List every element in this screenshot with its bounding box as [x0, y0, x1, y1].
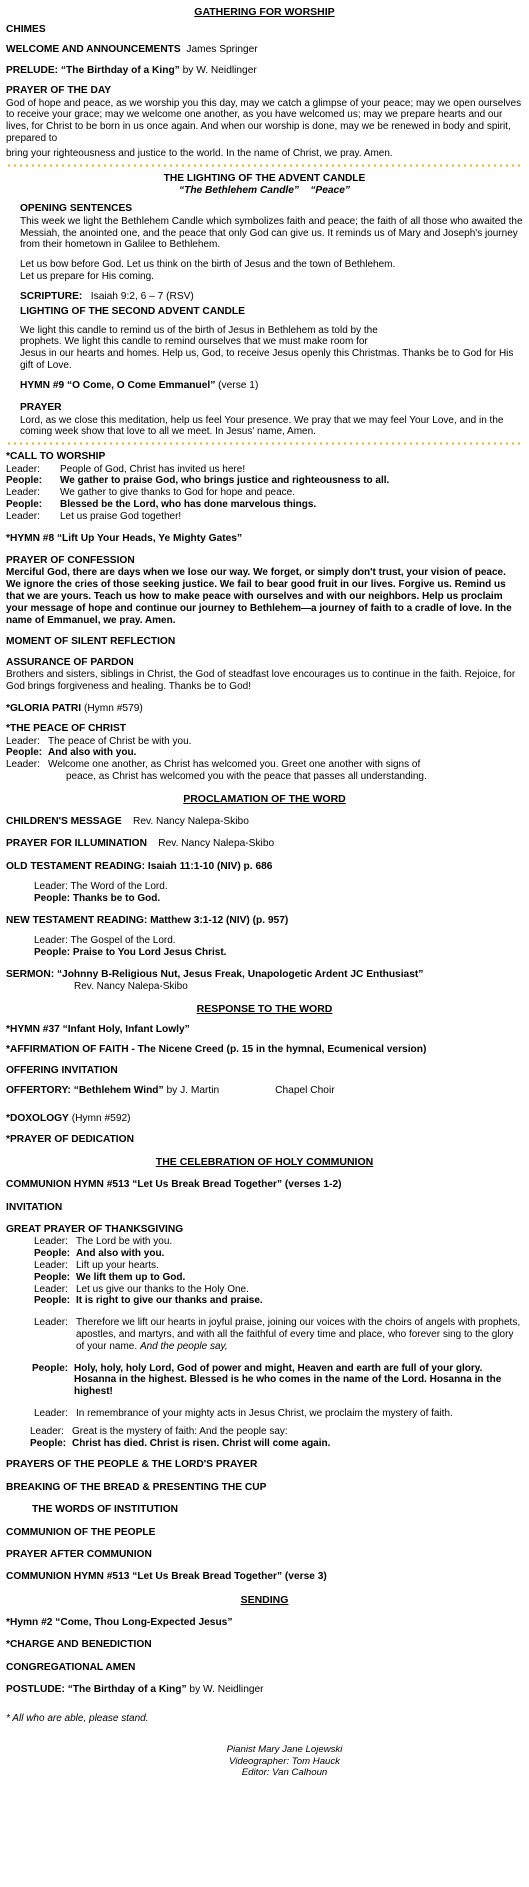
thanks-leader-1 [34, 1236, 523, 1248]
lighting-title: LIGHTING OF THE SECOND ADVENT CANDLE [20, 306, 245, 318]
call-leader-2 [6, 487, 523, 499]
offertory-label: OFFERTORY: “Bethlehem Wind” [6, 1085, 164, 1097]
thanks-people-5 [30, 1438, 523, 1450]
response-text: And also with you. [48, 747, 137, 759]
doxology-line [6, 1113, 523, 1125]
section-title-response: RESPONSE TO THE WORD [196, 1002, 333, 1015]
lighting-line-3: Jesus in our hearts and homes. Help us, God, to receive Jesus openly this Christmas. Thanks be to God for His gift of Love. [20, 348, 514, 372]
thanks-people-1 [34, 1248, 523, 1260]
gloria-hymn: (Hymn #579) [83, 702, 143, 714]
speaker-label: Leader: [34, 1283, 68, 1295]
prelude-composer: by W. Neidlinger [182, 64, 257, 76]
response-text: And also with you. [76, 1248, 165, 1260]
illumination-person: Rev. Nancy Nalepa-Skibo [158, 838, 275, 850]
children-line [6, 816, 523, 828]
prayer-after-communion: PRAYER AFTER COMMUNION [6, 1549, 152, 1561]
divider-dots [6, 164, 523, 167]
nt-leader: Leader: The Gospel of the Lord. [34, 935, 176, 947]
response-text: Holy, holy, holy Lord, God of power and might, Heaven and earth are full of your glory. Hosanna in the highest. Blessed is he who comes in the name of the Lord. Hosanna in the highest! [74, 1362, 502, 1398]
advent-hymn-verse: (verse 1) [218, 379, 259, 391]
divider-dots-2 [6, 442, 523, 445]
response-text: In remembrance of your mighty acts in Jesus Christ, we proclaim the mystery of faith. [76, 1408, 453, 1420]
bow-line-2: Let us prepare for His coming. [20, 271, 154, 283]
speaker-label: Leader: [6, 510, 40, 522]
prayers-of-people: PRAYERS OF THE PEOPLE & THE LORD'S PRAYER [6, 1459, 258, 1471]
advent-hymn: HYMN #9 “O Come, O Come Emmanuel” [20, 379, 216, 391]
credit-pianist: Pianist Mary Jane Lojewski [226, 1744, 343, 1756]
welcome-line [6, 44, 523, 56]
speaker-label: Leader: [6, 735, 40, 747]
peace-leader-1 [6, 736, 523, 748]
peace-leader-2 [6, 759, 523, 771]
response-text: Let us give our thanks to the Holy One. [76, 1283, 249, 1295]
advent-subtitle: “The Bethlehem Candle” “Peace” [179, 185, 350, 197]
bow-line-1: Let us bow before God. Let us think on the birth of Jesus and the town of Bethlehem. [20, 259, 396, 271]
ot-leader: Leader: The Word of the Lord. [34, 881, 168, 893]
children-label: CHILDREN'S MESSAGE [6, 815, 122, 827]
call-leader-1 [6, 464, 523, 476]
response-text: Christ has died. Christ is risen. Christ will come again. [72, 1437, 331, 1449]
thanks-leader-3 [34, 1284, 523, 1296]
welcome-label: WELCOME AND ANNOUNCEMENTS [6, 44, 181, 56]
response-text [76, 1317, 523, 1352]
gloria-label: *GLORIA PATRI [6, 702, 82, 714]
opening-title: OPENING SENTENCES [20, 203, 133, 215]
chimes: CHIMES [6, 24, 46, 35]
response-text: The peace of Christ be with you. [48, 735, 192, 747]
speaker-label: Leader: [6, 759, 40, 771]
confession-title: PRAYER OF CONFESSION [6, 555, 135, 567]
speaker-label: Leader: [34, 1260, 68, 1272]
speaker-label: Leader: [6, 463, 40, 475]
charge-benediction: *CHARGE AND BENEDICTION [6, 1639, 152, 1651]
thanksgiving-title: GREAT PRAYER OF THANKSGIVING [6, 1224, 184, 1236]
thanks-leader-2 [34, 1260, 523, 1272]
section-title-sending: SENDING [240, 1593, 289, 1606]
prayer-of-day-title: PRAYER OF THE DAY [6, 85, 112, 97]
communion-of-people: COMMUNION OF THE PEOPLE [6, 1526, 156, 1538]
prelude-line [6, 65, 523, 77]
affirmation: *AFFIRMATION OF FAITH - The Nicene Creed (p. 15 in the hymnal, Ecumenical version) [6, 1044, 427, 1056]
hymn-2: *Hymn #2 “Come, Thou Long-Expected Jesus” [6, 1616, 233, 1628]
advent-title: THE LIGHTING OF THE ADVENT CANDLE [163, 172, 366, 184]
ot-people: People: Thanks be to God. [34, 892, 161, 904]
prayer-of-day-end: bring your righteousness and justice to the world. In the name of Christ, we pray. Amen. [6, 147, 393, 159]
communion-hymn-513-verse3: COMMUNION HYMN #513 “Let Us Break Bread Together” (verse 3) [6, 1571, 327, 1583]
scripture-ref: Isaiah 9:2, 6 – 7 (RSV) [90, 290, 194, 302]
speaker-label: People: [34, 1248, 71, 1260]
speaker-label: Leader: [34, 1408, 68, 1420]
peace-leader-2-cont: peace, as Christ has welcomed you with the peace that passes all understanding. [66, 771, 427, 783]
pardon-title: ASSURANCE OF PARDON [6, 656, 134, 668]
section-title-communion: THE CELEBRATION OF HOLY COMMUNION [155, 1156, 374, 1169]
stand-note: * All who are able, please stand. [6, 1712, 149, 1724]
offertory-choir: Chapel Choir [275, 1085, 335, 1097]
credit-editor: Editor: Van Calhoun [241, 1767, 328, 1779]
section-title-gathering: GATHERING FOR WORSHIP [194, 6, 335, 18]
speaker-label: Leader: [6, 487, 40, 499]
sermon-person: Rev. Nancy Nalepa-Skibo [74, 981, 188, 993]
credit-videographer: Videographer: Tom Hauck [229, 1755, 340, 1767]
nt-reading: NEW TESTAMENT READING: Matthew 3:1-12 (NIV) (p. 957) [6, 914, 289, 926]
response-text: The Lord be with you. [76, 1236, 173, 1248]
offertory-by: by J. Martin [166, 1085, 220, 1097]
gloria-line [6, 703, 523, 715]
speaker-label: People: [6, 747, 43, 759]
lighting-line-1: We light this candle to remind us of the birth of Jesus in Bethlehem as told by the [20, 324, 378, 336]
speaker-label: People: [34, 1271, 71, 1283]
scripture-label: SCRIPTURE: [20, 290, 83, 302]
offering-invitation: OFFERING INVITATION [6, 1064, 118, 1076]
thanks-people-3 [34, 1295, 523, 1307]
response-text-italic: And the people say, [139, 1340, 228, 1352]
peace-title: *THE PEACE OF CHRIST [6, 723, 126, 735]
pardon-text: Brothers and sisters, siblings in Christ, the God of steadfast love encourages us to continue in the faith. Rejoice, for God brings forgiveness and healing. Thanks be to God! [6, 669, 516, 693]
sermon: SERMON: “Johnny B-Religious Nut, Jesus Freak, Unapologetic Ardent JC Enthusiast” [6, 968, 424, 980]
call-people-2 [6, 499, 523, 511]
prayer-of-dedication: *PRAYER OF DEDICATION [6, 1133, 134, 1145]
response-text: Blessed be the Lord, who has done marvelous things. [60, 499, 317, 511]
offertory-line [6, 1085, 523, 1097]
call-title: *CALL TO WORSHIP [6, 451, 106, 463]
nt-people: People: Praise to You Lord Jesus Christ. [34, 946, 227, 958]
response-text: We gather to praise God, who brings justice and righteousness to all. [60, 475, 390, 487]
speaker-label: People: [32, 1362, 69, 1374]
illumination-label: PRAYER FOR ILLUMINATION [6, 838, 147, 850]
response-text: Great is the mystery of faith: And the people say: [72, 1425, 288, 1437]
peace-people-1 [6, 747, 523, 759]
thanks-people-2 [34, 1272, 523, 1284]
advent-prayer-title: PRAYER [20, 402, 62, 414]
call-leader-3 [6, 511, 523, 523]
speaker-label: People: [30, 1437, 67, 1449]
breaking-bread: BREAKING OF THE BREAD & PRESENTING THE CUP [6, 1481, 267, 1493]
postlude-line [6, 1684, 523, 1696]
speaker-label: People: [6, 475, 43, 487]
congregational-amen: CONGREGATIONAL AMEN [6, 1661, 136, 1673]
scripture-line [20, 291, 523, 303]
thanks-leader-5 [34, 1408, 523, 1420]
postlude-label: POSTLUDE: “The Birthday of a King” [6, 1684, 187, 1696]
communion-hymn-513: COMMUNION HYMN #513 “Let Us Break Bread Together” (verses 1-2) [6, 1179, 342, 1191]
response-text: Let us praise God together! [60, 510, 182, 522]
words-of-institution: THE WORDS OF INSTITUTION [32, 1504, 179, 1516]
call-people-1 [6, 475, 523, 487]
advent-hymn-line [20, 380, 523, 392]
postlude-composer: by W. Neidlinger [189, 1684, 264, 1696]
opening-text: This week we light the Bethlehem Candle which symbolizes faith and peace; the faith of all those who awaited the Messiah, the anointed one, and the peace that only God can give us. It reminds us of Mary and Joseph's journey from their hometown in Galilee to Bethlehem. [20, 215, 523, 251]
response-text: We gather to give thanks to God for hope and peace. [60, 487, 295, 499]
response-text: It is right to give our thanks and praise. [76, 1295, 263, 1307]
doxology-label: *DOXOLOGY [6, 1113, 69, 1125]
speaker-label: Leader: [30, 1425, 64, 1437]
speaker-label: People: [34, 1295, 71, 1307]
children-person: Rev. Nancy Nalepa-Skibo [132, 815, 249, 827]
section-title-proclamation: PROCLAMATION OF THE WORD [183, 792, 346, 805]
speaker-label: Leader: [34, 1317, 68, 1329]
speaker-label: People: [6, 499, 43, 511]
prayer-of-day-text: God of hope and peace, as we worship you this day, may we catch a glimpse of your peace; may we open ourselves to receive your grace; may we welcome one another, as you have welcomed us; may we prepare hearts and our lives, for Christ to be born in us once again. And when our worship is done, may we be renewed in body and spirit, prepared to [6, 97, 522, 145]
response-text: People of God, Christ has invited us here! [60, 463, 246, 475]
silent-reflection: MOMENT OF SILENT REFLECTION [6, 636, 176, 648]
response-text: Lift up your hearts. [76, 1260, 159, 1272]
thanks-leader-6 [30, 1426, 523, 1438]
prelude-label: PRELUDE: “The Birthday of a King” [6, 64, 180, 76]
thanks-people-4 [6, 1363, 523, 1398]
lighting-line-2: prophets. We light this candle to remind ourselves that we must make room for [20, 336, 368, 348]
welcome-person: James Springer [186, 44, 258, 56]
invitation: INVITATION [6, 1201, 63, 1213]
hymn-8: *HYMN #8 “Lift Up Your Heads, Ye Mighty Gates” [6, 532, 243, 544]
ot-reading: OLD TESTAMENT READING: Isaiah 11:1-10 (NIV) p. 686 [6, 860, 273, 872]
speaker-label: Leader: [34, 1236, 68, 1248]
response-text: We lift them up to God. [76, 1271, 186, 1283]
response-text-main: Therefore we lift our hearts in joyful praise, joining our voices with the choirs of angels with prophets, apostles, and martyrs, and with all the faithful of every time and place, who forever sing to the glory of your name. [76, 1317, 521, 1352]
confession-text: Merciful God, there are days when we lose our way. We forget, or simply don't trust, your vision of peace. We ignore the cries of those seeking justice. We fail to bear good fruit in our lives. Forgive us. Remind us that we are yours. Teach us how to make peace with ourselves and with our neighbors. Help us proclaim your message of hope and continue our journey to Bethlehem—a journey of faith to a cradle of love. In the name of Emmanuel, we pray. Amen. [6, 567, 512, 626]
bulletin [6, 6, 523, 1779]
thanks-leader-4 [34, 1317, 523, 1352]
response-text: Welcome one another, as Christ has welcomed you. Greet one another with signs of [48, 759, 421, 771]
advent-prayer-text: Lord, as we close this meditation, help us feel Your presence. We pray that we may feel Your Love, and in the coming week show that love to all we meet. In Jesus' name, Amen. [20, 414, 504, 438]
illumination-line [6, 838, 523, 850]
doxology-hymn: (Hymn #592) [71, 1113, 131, 1125]
hymn-37: *HYMN #37 “Infant Holy, Infant Lowly” [6, 1023, 190, 1035]
